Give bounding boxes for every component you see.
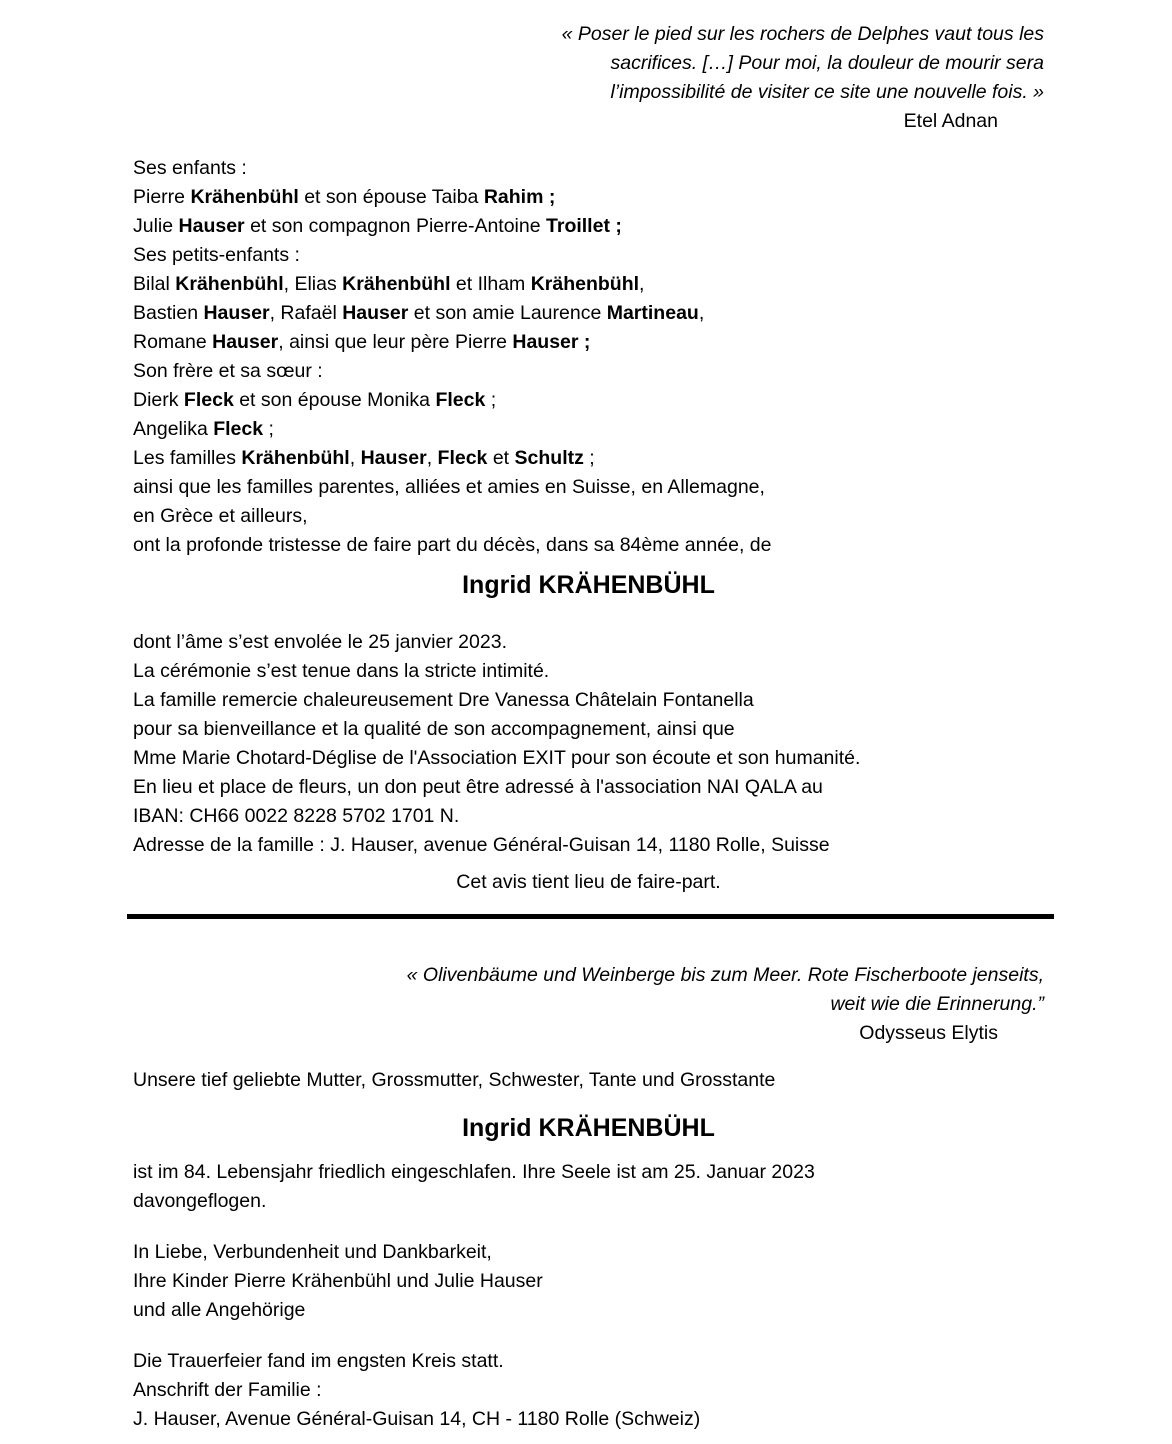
- text-line: weit wie die Erinnerung.”: [830, 993, 1044, 1015]
- text-line: Bastien Hauser, Rafaël Hauser et son amie Laurence Martineau,: [133, 302, 705, 324]
- french-quote-text: [133, 20, 1044, 107]
- text-line: Ses petits-enfants :: [133, 244, 300, 266]
- text-line: Ses enfants :: [133, 157, 247, 179]
- german-body-text: [133, 1158, 1044, 1434]
- text-line: ainsi que les familles parentes, alliées et amies en Suisse, en Allemagne,: [133, 476, 765, 498]
- text-line: Anschrift der Familie :: [133, 1379, 322, 1401]
- french-quote-attribution: Etel Adnan: [903, 110, 998, 132]
- text-line: In Liebe, Verbundenheit und Dankbarkeit,: [133, 1241, 492, 1263]
- text-line: « Poser le pied sur les rochers de Delphes vaut tous les: [561, 23, 1044, 45]
- text-line: Ihre Kinder Pierre Krähenbühl und Julie Hauser: [133, 1270, 543, 1292]
- text-line: Mme Marie Chotard-Déglise de l'Association EXIT pour son écoute et son humanité.: [133, 747, 861, 769]
- german-intro-line: Unsere tief geliebte Mutter, Grossmutter, Schwester, Tante und Grosstante: [133, 1069, 776, 1091]
- text-line: und alle Angehörige: [133, 1299, 306, 1321]
- text-line: Son frère et sa sœur :: [133, 360, 323, 382]
- deceased-name-heading-french: Ingrid KRÄHENBÜHL: [462, 571, 715, 599]
- text-line: pour sa bienveillance et la qualité de son accompagnement, ainsi que: [133, 718, 735, 740]
- text-line: Bilal Krähenbühl, Elias Krähenbühl et Ilham Krähenbühl,: [133, 273, 645, 295]
- french-family-list: [133, 154, 1044, 560]
- german-quote-text: [133, 961, 1044, 1019]
- text-line: ont la profonde tristesse de faire part du décès, dans sa 84ème année, de: [133, 534, 772, 556]
- text-line: Pierre Krähenbühl et son épouse Taiba Rahim ;: [133, 186, 556, 208]
- german-paragraph: [133, 1158, 1044, 1216]
- text-line: J. Hauser, Avenue Général-Guisan 14, CH - 1180 Rolle (Schweiz): [133, 1408, 701, 1430]
- text-line: Dierk Fleck et son épouse Monika Fleck ;: [133, 389, 497, 411]
- text-line: La cérémonie s’est tenue dans la stricte intimité.: [133, 660, 550, 682]
- text-line: La famille remercie chaleureusement Dre Vanessa Châtelain Fontanella: [133, 689, 754, 711]
- text-line: Angelika Fleck ;: [133, 418, 274, 440]
- text-line: davongeflogen.: [133, 1190, 267, 1212]
- text-line: Romane Hauser, ainsi que leur père Pierre Hauser ;: [133, 331, 591, 353]
- text-line: sacrifices. […] Pour moi, la douleur de mourir sera: [610, 52, 1044, 74]
- text-line: ist im 84. Lebensjahr friedlich eingeschlafen. Ihre Seele ist am 25. Januar 2023: [133, 1161, 815, 1183]
- text-line: en Grèce et ailleurs,: [133, 505, 308, 527]
- german-quote-attribution: Odysseus Elytis: [859, 1022, 998, 1044]
- french-closing-line: Cet avis tient lieu de faire-part.: [456, 871, 721, 893]
- deceased-name-heading-german: Ingrid KRÄHENBÜHL: [462, 1114, 715, 1142]
- text-line: Die Trauerfeier fand im engsten Kreis statt.: [133, 1350, 504, 1372]
- text-line: Adresse de la famille : J. Hauser, avenue Général-Guisan 14, 1180 Rolle, Suisse: [133, 834, 830, 856]
- german-quote-block: [133, 961, 1044, 1048]
- text-line: En lieu et place de fleurs, un don peut être adressé à l'association NAI QALA au: [133, 776, 823, 798]
- text-line: « Olivenbäume und Weinberge bis zum Meer. Rote Fischerboote jenseits,: [406, 964, 1044, 986]
- french-body-text: [133, 628, 1044, 860]
- text-line: Julie Hauser et son compagnon Pierre-Antoine Troillet ;: [133, 215, 622, 237]
- text-line: IBAN: CH66 0022 8228 5702 1701 N.: [133, 805, 460, 827]
- text-line: dont l’âme s’est envolée le 25 janvier 2023.: [133, 631, 507, 653]
- german-paragraph: [133, 1238, 1044, 1325]
- french-quote-block: [133, 20, 1044, 136]
- text-line: Les familles Krähenbühl, Hauser, Fleck et Schultz ;: [133, 447, 595, 469]
- section-divider: [127, 914, 1054, 919]
- german-paragraph: [133, 1347, 1044, 1434]
- text-line: l’impossibilité de visiter ce site une nouvelle fois. »: [610, 81, 1044, 103]
